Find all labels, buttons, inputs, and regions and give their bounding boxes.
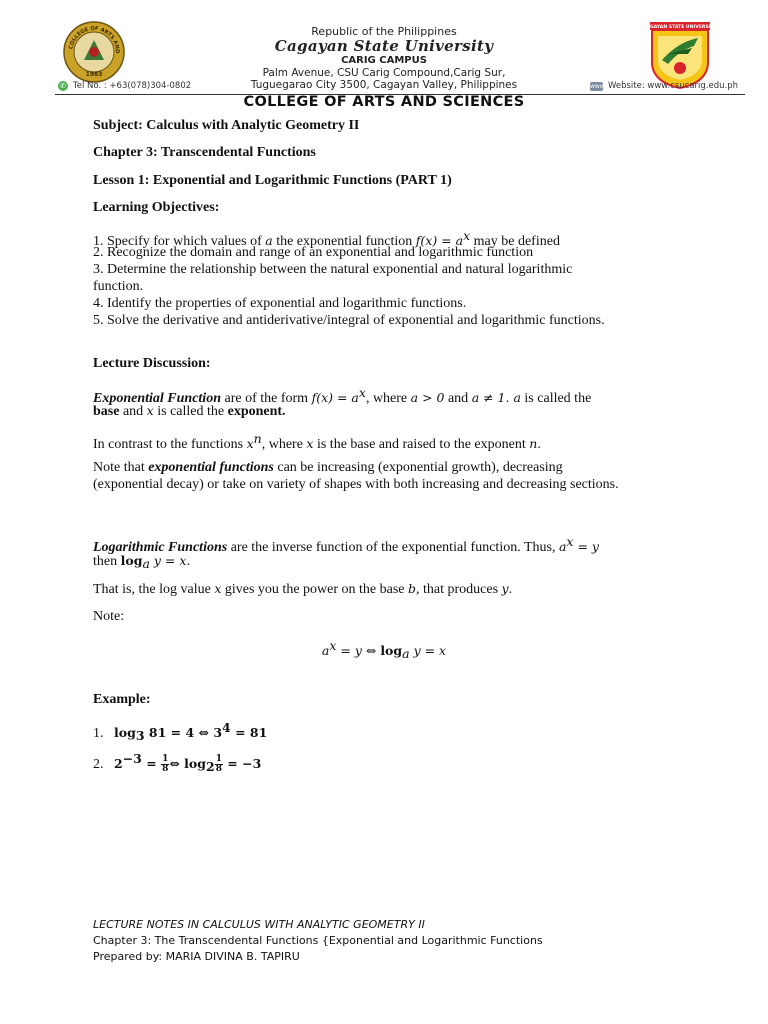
logarithmic-definition: Logarithmic Functions are the inverse function of the exponential function. Thus, $a^x = y$ [93,534,599,555]
subject-line: Subject: Calculus with Analytic Geometry II [93,118,360,133]
lesson-line: Lesson 1: Exponential and Logarithmic Functions (PART 1) [93,173,452,188]
example-heading: Example: [93,692,151,707]
address-line-2: Tuguegarao City 3500, Cagayan Valley, Philippines [250,79,518,91]
svg-text:CAGAYAN STATE UNIVERSITY: CAGAYAN STATE UNIVERSITY [643,25,717,31]
svg-text:1983: 1983 [85,71,103,78]
address-line-1: Palm Avenue, CSU Carig Compound,Carig Sur, [262,67,506,79]
svg-text:COLLEGE OF ARTS AND SCIENCES: COLLEGE OF ARTS AND [68,25,121,54]
footer-chapter: Chapter 3: The Transcendental Functions {Exponential and Logarithmic Functions [93,934,543,947]
objective-2: 2. Recognize the domain and range of an exponential and logarithmic function [93,245,534,260]
logarithmic-then: then $\log_a y = x$. [93,553,191,571]
phone-icon: ✆ [58,81,68,91]
example-1: 1. $\log_3 81 = 4$ ⇔ $3^4 = 81$ [93,720,268,743]
contact-row [58,81,738,95]
objective-1: 1. Specify for which values of a the exponential function $f(x) = a^x$ may be defined [93,228,560,249]
note-exponential-cont: (exponential decay) or take on variety of shapes with both increasing and decreasing sections. [93,477,619,492]
objectives-heading: Learning Objectives: [93,200,220,215]
campus-name: CARIG CAMPUS [341,55,427,66]
footer-title: LECTURE NOTES IN CALCULUS WITH ANALYTIC GEOMETRY II [93,918,425,931]
college-seal-logo [62,20,126,84]
chapter-line: Chapter 3: Transcendental Functions [93,145,316,160]
lecture-heading: Lecture Discussion: [93,356,211,371]
exponential-definition: Exponential Function are of the form $f(x) = a^x$, where a > 0 and a ≠ 1. a is called the [93,385,592,406]
objective-4: 4. Identify the properties of exponential and logarithmic functions. [93,296,467,311]
university-name: Cagayan State University [274,37,494,55]
republic-line: Republic of the Philippines [311,25,457,38]
note-label: Note: [93,609,125,624]
globe-icon: www [589,82,605,90]
fraction-one-eighth-2: $\frac{1}{8}$ [215,754,222,775]
fraction-one-eighth: $\frac{1}{8}$ [162,754,169,775]
objective-3: 3. Determine the relationship between the natural exponential and natural logarithmic [93,262,573,277]
objective-5: 5. Solve the derivative and antiderivative/integral of exponential and logarithmic functions. [93,313,605,328]
telephone [58,81,191,91]
base-exponent-line: base and x is called the exponent. [93,403,286,419]
footer-author: Prepared by: MARIA DIVINA B. TAPIRU [93,950,300,963]
log-identity: $a^x = y$ ⇔ $\log_a y = x$ [321,638,447,661]
college-title: COLLEGE OF ARTS AND SCIENCES [243,94,525,110]
objective-3-cont: function. [93,279,144,294]
note-exponential: Note that exponential functions can be increasing (exponential growth), decreasing [93,460,563,475]
website-url[interactable]: Website: www.csucarig.edu.ph [607,81,738,91]
contrast-line: In contrast to the functions $x^n$, where x is the base and raised to the exponent n. [93,431,541,452]
log-value-line: That is, the log value x gives you the power on the base b, that produces y. [93,581,513,597]
example-2: 2. $2^{-3}$ = $\frac{1}{8}$ ⇔ $\log_2$ $\frac{1}{8}$ = −3 [93,751,262,775]
telephone-number: Tel No. : +63(078)304-0802 [73,81,192,91]
website [590,81,738,91]
